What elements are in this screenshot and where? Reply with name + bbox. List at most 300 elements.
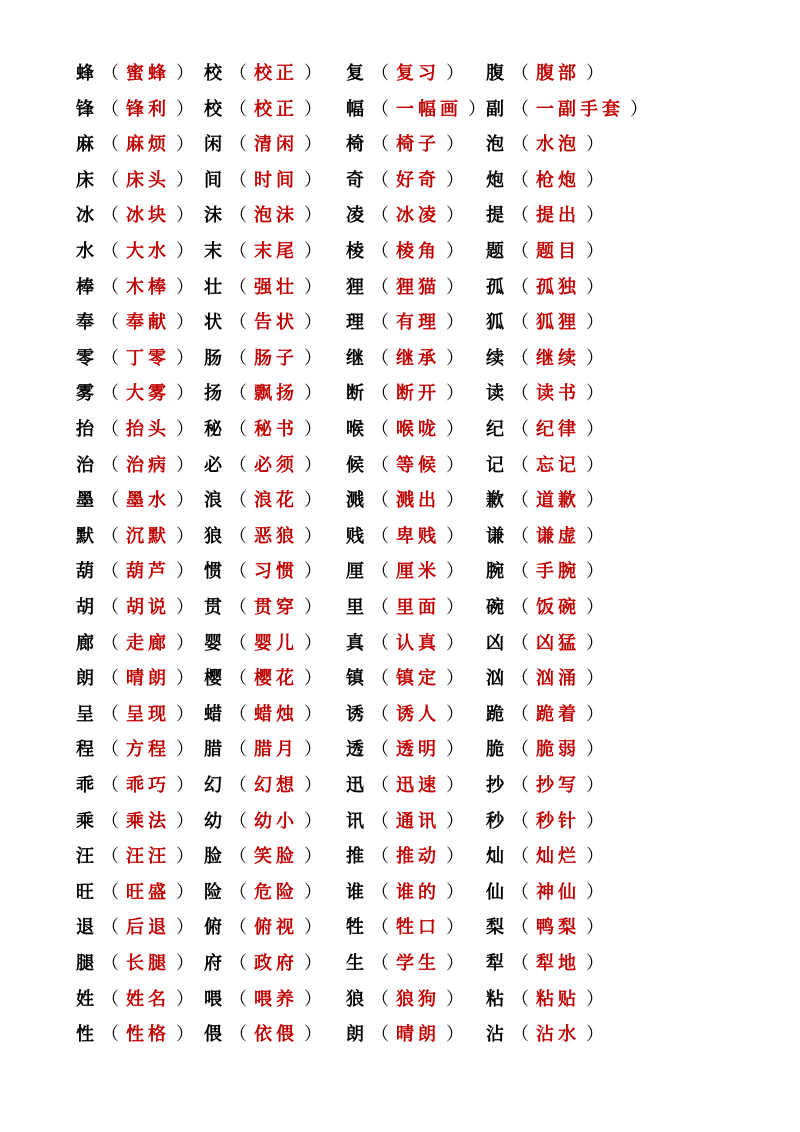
close-paren: ） (304, 632, 323, 654)
open-paren: （ (371, 276, 390, 298)
open-paren: （ (101, 454, 120, 476)
open-paren: （ (511, 739, 530, 761)
entry-word: 校正 (254, 98, 298, 120)
entry-word: 时间 (254, 169, 298, 191)
entry-word: 题目 (536, 241, 580, 262)
vocab-entry (486, 626, 605, 662)
vocab-entry (346, 839, 465, 875)
open-paren: （ (101, 775, 120, 796)
open-paren: （ (101, 169, 120, 191)
entry-word: 灿烂 (536, 846, 580, 868)
entry-character: 朗 (76, 668, 95, 690)
entry-word: 谁的 (396, 881, 440, 903)
entry-character: 汹 (486, 668, 505, 690)
vocab-entry (346, 412, 465, 448)
vocab-entry (486, 270, 605, 306)
close-paren: ） (304, 63, 323, 84)
entry-word: 大雾 (126, 383, 170, 405)
vocab-row (0, 127, 800, 163)
close-paren: ） (446, 347, 465, 369)
open-paren: （ (511, 597, 530, 618)
vocab-entry (76, 768, 195, 804)
close-paren: ） (176, 241, 195, 262)
entry-character: 水 (76, 241, 95, 262)
entry-character: 朗 (346, 1024, 365, 1046)
close-paren: ） (446, 846, 465, 868)
close-paren: ） (176, 383, 195, 405)
entry-word: 婴儿 (254, 632, 298, 654)
vocab-entry (486, 341, 605, 377)
entry-word: 迅速 (396, 775, 440, 796)
entry-character: 透 (346, 739, 365, 761)
open-paren: （ (229, 169, 248, 191)
open-paren: （ (371, 1024, 390, 1046)
close-paren: ） (176, 347, 195, 369)
entry-character: 乘 (76, 810, 95, 832)
open-paren: （ (511, 561, 530, 583)
entry-character: 粘 (486, 988, 505, 1010)
entry-character: 梨 (486, 917, 505, 939)
close-paren: ） (586, 703, 605, 725)
open-paren: （ (101, 739, 120, 761)
close-paren: ） (304, 98, 323, 120)
close-paren: ） (586, 312, 605, 334)
entry-word: 汪汪 (126, 846, 170, 868)
close-paren: ） (176, 810, 195, 832)
vocab-entry (486, 376, 605, 412)
close-paren: ） (446, 739, 465, 761)
close-paren: ） (586, 525, 605, 547)
entry-word: 性格 (126, 1024, 170, 1046)
entry-character: 秒 (486, 810, 505, 832)
entry-word: 纪律 (536, 419, 580, 440)
open-paren: （ (371, 953, 390, 974)
entry-character: 险 (204, 881, 223, 903)
entry-character: 炮 (486, 169, 505, 191)
open-paren: （ (371, 241, 390, 262)
open-paren: （ (101, 383, 120, 405)
open-paren: （ (229, 525, 248, 547)
close-paren: ） (176, 276, 195, 298)
open-paren: （ (229, 953, 248, 974)
vocab-entry (204, 305, 323, 341)
open-paren: （ (511, 347, 530, 369)
vocab-row (0, 412, 800, 448)
vocab-row (0, 519, 800, 555)
close-paren: ） (446, 454, 465, 476)
entry-word: 等候 (396, 454, 440, 476)
open-paren: （ (371, 846, 390, 868)
entry-character: 迅 (346, 775, 365, 796)
close-paren: ） (586, 419, 605, 440)
entry-word: 幻想 (254, 775, 298, 796)
entry-word: 肠子 (254, 347, 298, 369)
entry-word: 胡说 (126, 597, 170, 618)
vocab-row (0, 163, 800, 199)
vocab-entry (76, 590, 195, 626)
entry-character: 锋 (76, 98, 95, 120)
entry-character: 复 (346, 63, 365, 84)
open-paren: （ (101, 241, 120, 262)
entry-word: 蜡烛 (254, 703, 298, 725)
open-paren: （ (511, 169, 530, 191)
entry-character: 凶 (486, 632, 505, 654)
close-paren: ） (446, 241, 465, 262)
open-paren: （ (511, 703, 530, 725)
vocab-entry (76, 732, 195, 768)
entry-character: 俯 (204, 917, 223, 939)
entry-word: 卑贱 (396, 525, 440, 547)
open-paren: （ (511, 810, 530, 832)
close-paren: ） (176, 561, 195, 583)
entry-word: 告状 (254, 312, 298, 334)
close-paren: ） (176, 205, 195, 227)
vocab-entry (486, 519, 605, 555)
close-paren: ） (176, 917, 195, 939)
open-paren: （ (371, 739, 390, 761)
open-paren: （ (229, 632, 248, 654)
open-paren: （ (101, 1024, 120, 1046)
entry-word: 走廊 (126, 632, 170, 654)
open-paren: （ (371, 383, 390, 405)
entry-character: 退 (76, 917, 95, 939)
entry-character: 继 (346, 347, 365, 369)
open-paren: （ (101, 490, 120, 512)
entry-character: 断 (346, 383, 365, 405)
vocab-entry (76, 910, 195, 946)
entry-word: 诱人 (396, 703, 440, 725)
open-paren: （ (511, 881, 530, 903)
close-paren: ） (304, 134, 323, 156)
vocab-row (0, 875, 800, 911)
open-paren: （ (371, 988, 390, 1010)
vocab-entry (76, 234, 195, 270)
vocab-entry (76, 448, 195, 484)
vocab-row (0, 56, 800, 92)
close-paren: ） (304, 668, 323, 690)
close-paren: ） (176, 312, 195, 334)
open-paren: （ (511, 419, 530, 440)
open-paren: （ (229, 312, 248, 334)
entry-word: 秒针 (536, 810, 580, 832)
vocab-entry (486, 590, 605, 626)
entry-character: 腕 (486, 561, 505, 583)
entry-word: 床头 (126, 169, 170, 191)
close-paren: ） (304, 810, 323, 832)
open-paren: （ (229, 276, 248, 298)
vocab-row (0, 590, 800, 626)
close-paren: ） (446, 276, 465, 298)
entry-character: 歉 (486, 490, 505, 512)
entry-character: 仙 (486, 881, 505, 903)
entry-character: 泡 (486, 134, 505, 156)
entry-character: 扬 (204, 383, 223, 405)
entry-character: 棱 (346, 241, 365, 262)
entry-character: 镇 (346, 668, 365, 690)
vocab-entry (346, 590, 465, 626)
vocab-entry (204, 804, 323, 840)
entry-character: 幻 (204, 775, 223, 796)
vocab-row (0, 626, 800, 662)
vocab-entry (346, 92, 487, 128)
close-paren: ） (446, 810, 465, 832)
open-paren: （ (101, 134, 120, 156)
open-paren: （ (229, 810, 248, 832)
entry-word: 一副手套 (536, 98, 624, 120)
open-paren: （ (229, 454, 248, 476)
entry-word: 凶猛 (536, 632, 580, 654)
entry-character: 惯 (204, 561, 223, 583)
entry-character: 碗 (486, 597, 505, 618)
entry-word: 乘法 (126, 810, 170, 832)
entry-character: 汪 (76, 846, 95, 868)
entry-character: 程 (76, 739, 95, 761)
entry-character: 提 (486, 205, 505, 227)
entry-character: 雾 (76, 383, 95, 405)
vocab-entry (486, 732, 605, 768)
close-paren: ） (176, 846, 195, 868)
open-paren: （ (101, 703, 120, 725)
entry-word: 习惯 (254, 561, 298, 583)
open-paren: （ (101, 881, 120, 903)
vocab-entry (486, 448, 605, 484)
open-paren: （ (229, 347, 248, 369)
vocab-entry (76, 982, 195, 1018)
vocab-entry (346, 305, 465, 341)
entry-character: 椅 (346, 134, 365, 156)
open-paren: （ (101, 312, 120, 334)
close-paren: ） (446, 63, 465, 84)
entry-word: 狐狸 (536, 312, 580, 334)
entry-character: 溅 (346, 490, 365, 512)
entry-character: 冰 (76, 205, 95, 227)
close-paren: ） (304, 988, 323, 1010)
vocab-entry (76, 376, 195, 412)
open-paren: （ (101, 668, 120, 690)
vocab-entry (486, 768, 605, 804)
close-paren: ） (586, 988, 605, 1010)
close-paren: ） (176, 1024, 195, 1046)
entry-character: 孤 (486, 276, 505, 298)
entry-character: 姓 (76, 988, 95, 1010)
entry-character: 末 (204, 241, 223, 262)
entry-character: 幼 (204, 810, 223, 832)
vocab-row (0, 910, 800, 946)
open-paren: （ (101, 632, 120, 654)
entry-word: 忘记 (536, 454, 580, 476)
entry-character: 蜂 (76, 63, 95, 84)
close-paren: ） (586, 953, 605, 974)
entry-word: 晴朗 (126, 668, 170, 690)
vocab-entry (204, 163, 323, 199)
close-paren: ） (446, 490, 465, 512)
entry-word: 锋利 (126, 98, 170, 120)
close-paren: ） (176, 597, 195, 618)
vocab-row (0, 341, 800, 377)
open-paren: （ (511, 632, 530, 654)
vocab-entry (346, 804, 465, 840)
entry-word: 腊月 (254, 739, 298, 761)
close-paren: ） (446, 881, 465, 903)
vocab-entry (204, 234, 323, 270)
entry-character: 读 (486, 383, 505, 405)
close-paren: ） (176, 490, 195, 512)
entry-word: 厘米 (396, 561, 440, 583)
entry-word: 旺盛 (126, 881, 170, 903)
entry-character: 诱 (346, 703, 365, 725)
open-paren: （ (371, 454, 390, 476)
entry-word: 笑脸 (254, 846, 298, 868)
close-paren: ） (586, 775, 605, 796)
open-paren: （ (229, 98, 248, 120)
vocab-entry (346, 982, 465, 1018)
entry-character: 贱 (346, 525, 365, 547)
vocab-row (0, 768, 800, 804)
vocab-entry (204, 768, 323, 804)
entry-word: 沾水 (536, 1024, 580, 1046)
vocab-entry (76, 56, 195, 92)
vocab-entry (204, 448, 323, 484)
open-paren: （ (511, 134, 530, 156)
vocab-row (0, 661, 800, 697)
close-paren: ） (586, 846, 605, 868)
close-paren: ） (586, 739, 605, 761)
close-paren: ） (446, 383, 465, 405)
entry-word: 强壮 (254, 276, 298, 298)
close-paren: ） (446, 134, 465, 156)
entry-word: 枪炮 (536, 169, 580, 191)
vocab-entry (204, 661, 323, 697)
close-paren: ） (176, 98, 195, 120)
vocab-row (0, 982, 800, 1018)
open-paren: （ (511, 917, 530, 939)
open-paren: （ (229, 846, 248, 868)
entry-character: 奇 (346, 169, 365, 191)
vocab-entry (204, 732, 323, 768)
entry-word: 喉咙 (396, 419, 440, 440)
vocab-entry (76, 875, 195, 911)
open-paren: （ (371, 98, 390, 120)
entry-word: 幼小 (254, 810, 298, 832)
entry-word: 抄写 (536, 775, 580, 796)
entry-character: 抬 (76, 419, 95, 440)
entry-word: 沉默 (126, 525, 170, 547)
vocab-entry (76, 554, 195, 590)
entry-word: 提出 (536, 205, 580, 227)
open-paren: （ (371, 63, 390, 84)
close-paren: ） (586, 276, 605, 298)
entry-word: 清闲 (254, 134, 298, 156)
open-paren: （ (101, 347, 120, 369)
close-paren: ） (304, 739, 323, 761)
entry-word: 好奇 (396, 169, 440, 191)
entry-character: 葫 (76, 561, 95, 583)
vocab-entry (346, 910, 465, 946)
close-paren: ） (176, 668, 195, 690)
entry-character: 零 (76, 347, 95, 369)
vocab-entry (76, 305, 195, 341)
entry-word: 水泡 (536, 134, 580, 156)
open-paren: （ (511, 775, 530, 796)
open-paren: （ (229, 881, 248, 903)
entry-character: 喉 (346, 419, 365, 440)
close-paren: ） (446, 917, 465, 939)
close-paren: ） (586, 632, 605, 654)
vocab-entry (204, 56, 323, 92)
open-paren: （ (101, 525, 120, 547)
close-paren: ） (176, 63, 195, 84)
vocab-entry (346, 554, 465, 590)
vocab-entry (486, 839, 605, 875)
close-paren: ） (446, 1024, 465, 1046)
entry-character: 府 (204, 953, 223, 974)
close-paren: ） (586, 597, 605, 618)
open-paren: （ (511, 953, 530, 974)
entry-word: 读书 (536, 383, 580, 405)
entry-character: 必 (204, 454, 223, 476)
close-paren: ） (446, 775, 465, 796)
entry-character: 狼 (346, 988, 365, 1010)
entry-character: 校 (204, 98, 223, 120)
vocab-entry (486, 910, 605, 946)
entry-word: 孤独 (536, 276, 580, 298)
vocab-entry (486, 163, 605, 199)
vocab-entry (76, 839, 195, 875)
entry-word: 犁地 (536, 953, 580, 974)
close-paren: ） (586, 169, 605, 191)
vocab-row (0, 234, 800, 270)
close-paren: ） (176, 454, 195, 476)
entry-character: 默 (76, 525, 95, 547)
vocab-row (0, 804, 800, 840)
vocab-entry (346, 875, 465, 911)
entry-character: 生 (346, 953, 365, 974)
entry-character: 肠 (204, 347, 223, 369)
entry-character: 贯 (204, 597, 223, 618)
entry-character: 跪 (486, 703, 505, 725)
vocab-row (0, 270, 800, 306)
entry-word: 樱花 (254, 668, 298, 690)
close-paren: ） (304, 775, 323, 796)
entry-word: 乖巧 (126, 775, 170, 796)
entry-word: 恶狼 (254, 525, 298, 547)
close-paren: ） (586, 917, 605, 939)
vocab-entry (486, 554, 605, 590)
entry-word: 呈现 (126, 703, 170, 725)
entry-word: 溅出 (396, 490, 440, 512)
vocab-entry (486, 412, 605, 448)
close-paren: ） (446, 703, 465, 725)
entry-word: 浪花 (254, 490, 298, 512)
open-paren: （ (511, 205, 530, 227)
entry-character: 喂 (204, 988, 223, 1010)
close-paren: ） (176, 419, 195, 440)
open-paren: （ (101, 205, 120, 227)
entry-word: 继续 (536, 347, 580, 369)
entry-character: 蜡 (204, 703, 223, 725)
open-paren: （ (229, 703, 248, 725)
close-paren: ） (304, 525, 323, 547)
entry-word: 奉献 (126, 312, 170, 334)
vocab-entry (346, 448, 465, 484)
open-paren: （ (511, 525, 530, 547)
entry-character: 犁 (486, 953, 505, 974)
entry-character: 讯 (346, 810, 365, 832)
entry-character: 秘 (204, 419, 223, 440)
vocab-entry (346, 626, 465, 662)
vocab-entry (346, 198, 465, 234)
vocab-entry (76, 804, 195, 840)
